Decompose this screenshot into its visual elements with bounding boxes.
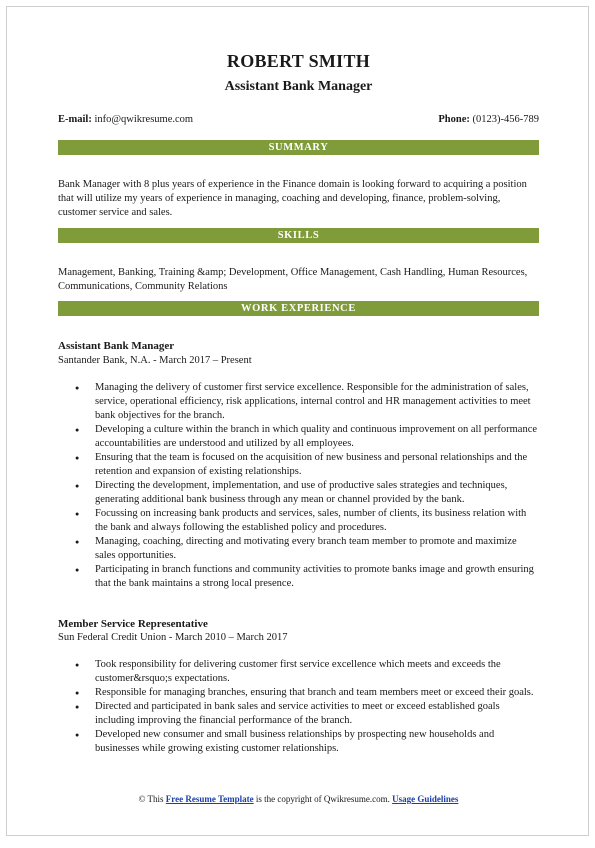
usage-guidelines-link[interactable]: Usage Guidelines — [392, 794, 459, 804]
list-item: ● Participating in branch functions and community activities to promote banks image and growth ensuring that the bank maintains a strong local presence. — [95, 563, 539, 591]
free-resume-template-link[interactable]: Free Resume Template — [165, 794, 254, 804]
section-header-summary: SUMMARY — [58, 140, 539, 155]
list-item: ● Managing, coaching, directing and motivating every branch team member to promote and maximize sales opportunities. — [95, 535, 539, 563]
list-item: ● Directing the development, implementation, and use of productive sales strategies and techniques, generating additional bank business through any mean or channel provided by the bank. — [95, 479, 539, 507]
list-item: ● Developing a culture within the branch in which quality and continuous improvement on all performance accountabilities are understood and utilized by all employees. — [95, 423, 539, 451]
footer-prefix: © This — [138, 794, 166, 804]
section-header-skills: SKILLS — [58, 228, 539, 243]
candidate-name: ROBERT SMITH — [226, 51, 371, 71]
job-meta: Santander Bank, N.A. - March 2017 – Present — [58, 355, 252, 366]
footer-middle: is the copyright of Qwikresume.com. — [253, 794, 393, 804]
job-bullets — [58, 658, 539, 756]
summary-text: Bank Manager with 8 plus years of experience in the Finance domain is looking forward to acquiring a position that will utilize my years of experience in managing, coaching and developing, finance, problem-solving, customer service and sales. — [58, 179, 527, 218]
job-title: Member Service Representative — [58, 618, 208, 630]
contact-email — [58, 114, 193, 125]
copyright-footer — [58, 794, 539, 804]
job-title: Assistant Bank Manager — [58, 340, 175, 352]
phone-label: Phone: — [438, 114, 470, 125]
list-item: ● Ensuring that the team is focused on the acquisition of new business and personal relationships and the retention and expansion of existing relationships. — [95, 451, 539, 479]
job-meta: Sun Federal Credit Union - March 2010 – March 2017 — [58, 632, 288, 643]
skills-text: Management, Banking, Training &amp; Development, Office Management, Cash Handling, Human Resources, Communications, Community Relations — [58, 267, 528, 292]
candidate-title: Assistant Bank Manager — [224, 79, 373, 94]
section-header-work-experience: WORK EXPERIENCE — [58, 301, 539, 316]
list-item: ● Focussing on increasing bank products and services, sales, number of clients, its business relation with the bank and always following the established policy and procedures. — [95, 507, 539, 535]
email-label: E-mail: — [58, 114, 92, 125]
contact-phone — [438, 114, 539, 125]
list-item: ● Responsible for managing branches, ensuring that branch and team members meet or exceed their goals. — [95, 686, 539, 700]
list-item: ● Took responsibility for delivering customer first service excellence which meets and exceeds the customer&rsquo;s expectations. — [95, 658, 539, 686]
email-value: info@qwikresume.com — [94, 114, 194, 125]
list-item: ● Managing the delivery of customer first service excellence. Responsible for the administration of sales, service, operational efficiency, risk applications, internal control and HR management activities to meet bank objectives for the branch. — [95, 381, 539, 423]
phone-value: (0123)-456-789 — [472, 114, 539, 125]
resume-page — [6, 6, 589, 836]
list-item: ● Directed and participated in bank sales and service activities to meet or exceed established goals including improving the financial performance of the branch. — [95, 700, 539, 728]
job-bullets — [58, 381, 539, 591]
list-item: ● Developed new consumer and small business relationships by prospecting new households and businesses while growing existing customer relationships. — [95, 728, 539, 756]
